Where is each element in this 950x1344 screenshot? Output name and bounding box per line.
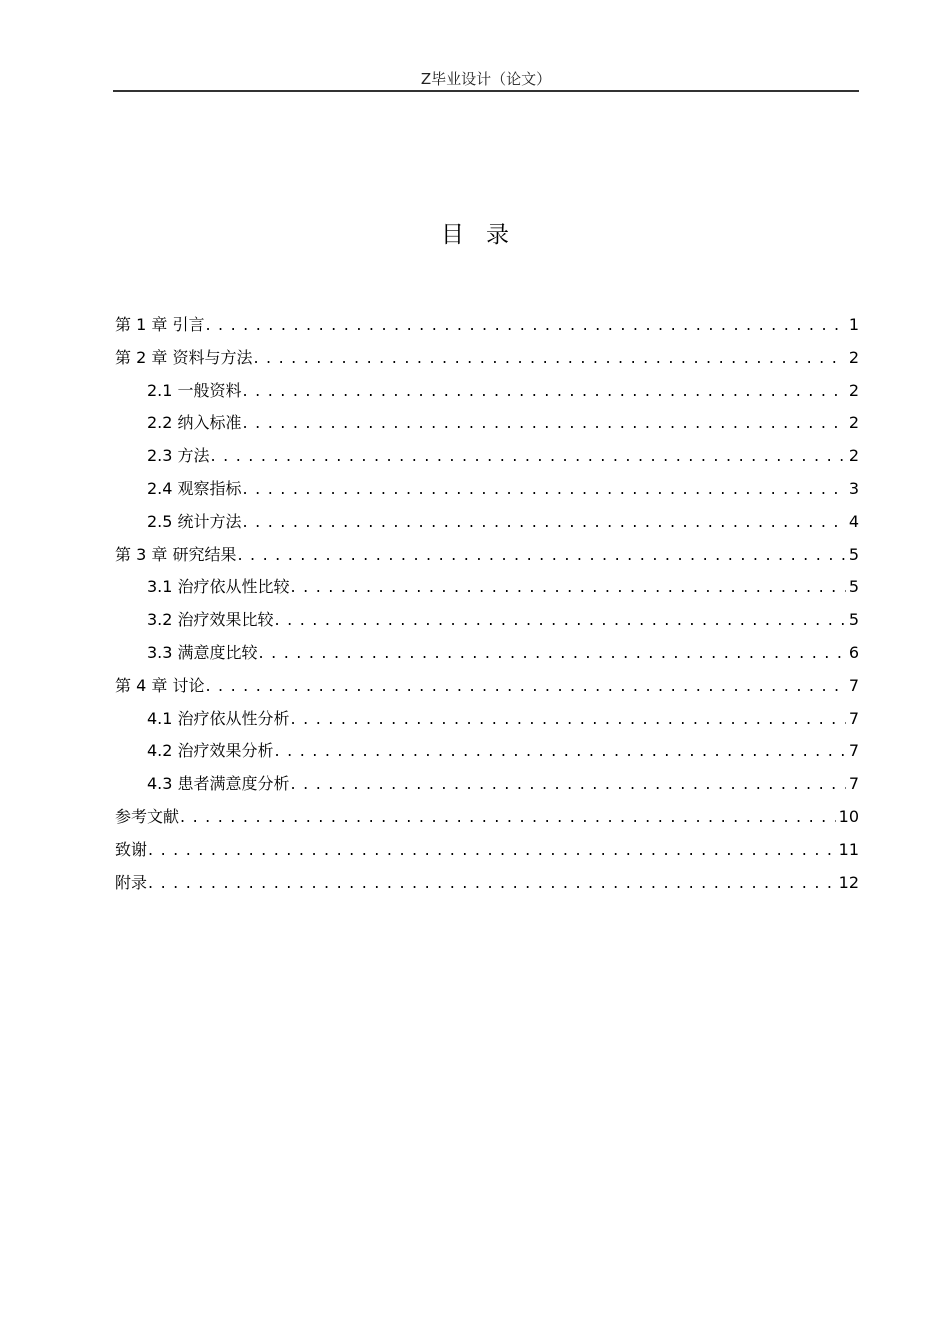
toc-entry-page: 4 (848, 511, 859, 531)
toc-entry[interactable] (115, 378, 859, 411)
toc-entry-page: 1 (848, 315, 859, 334)
toc-entry[interactable] (115, 443, 859, 476)
toc-entry-label: 4.3 患者满意度分析 (147, 774, 290, 794)
toc-entry-label: 第 1 章 引言 (115, 315, 205, 334)
toc-entry-label: 4.1 治疗依从性分析 (147, 708, 290, 728)
toc-entry[interactable] (115, 312, 859, 345)
toc-entry-page: 5 (848, 577, 859, 597)
dot-leader (148, 873, 836, 892)
toc-entry-label: 3.3 满意度比较 (147, 642, 258, 662)
toc-entry[interactable] (115, 771, 859, 804)
toc-entry-label: 2.4 观察指标 (147, 478, 242, 498)
toc-entry[interactable] (115, 738, 859, 771)
toc-entry-page: 2 (848, 446, 859, 466)
toc-entry-page: 11 (838, 839, 859, 859)
toc-entry-page: 7 (848, 774, 859, 794)
dot-leader (205, 676, 845, 695)
toc-entry-page: 10 (838, 806, 859, 826)
toc-entry-label: 参考文献 (115, 806, 180, 826)
dot-leader (253, 348, 845, 367)
toc-entry-label: 第 4 章 讨论 (115, 675, 205, 695)
toc-entry-label: 2.3 方法 (147, 446, 210, 466)
toc-entry-page: 7 (848, 675, 859, 695)
toc-entry-page: 7 (848, 708, 859, 728)
dot-leader (180, 807, 836, 826)
toc-title: 目录 (441, 222, 531, 248)
toc-entry[interactable] (115, 870, 859, 903)
toc-entry-label: 2.1 一般资料 (147, 380, 242, 400)
dot-leader (275, 741, 846, 760)
toc-entry[interactable] (115, 345, 859, 378)
dot-leader (237, 545, 845, 564)
toc-entry-page: 2 (848, 413, 859, 433)
toc-entry-label: 第 2 章 资料与方法 (115, 347, 253, 367)
toc-entry-page: 12 (838, 872, 859, 892)
dot-leader (291, 577, 846, 596)
dot-leader (243, 413, 846, 432)
toc-entry-label: 2.5 统计方法 (147, 511, 242, 531)
toc-entry[interactable] (115, 542, 859, 575)
toc-entry[interactable] (115, 607, 859, 640)
toc-entry-page: 2 (848, 347, 859, 367)
toc-entry[interactable] (115, 706, 859, 739)
toc-entry-page: 2 (848, 380, 859, 400)
toc-entry-page: 7 (848, 741, 859, 761)
dot-leader (259, 643, 846, 662)
toc-entry-label: 第 3 章 研究结果 (115, 544, 237, 564)
toc-entry[interactable] (115, 673, 859, 706)
toc-entry-label: 3.2 治疗效果比较 (147, 610, 274, 630)
toc-entry-page: 5 (848, 544, 859, 564)
toc-entry[interactable] (115, 804, 859, 837)
dot-leader (275, 610, 846, 629)
toc-entry-page: 6 (848, 642, 859, 662)
toc-entry[interactable] (115, 476, 859, 509)
toc-entry-label: 4.2 治疗效果分析 (147, 741, 274, 761)
dot-leader (243, 479, 846, 498)
toc-entry[interactable] (115, 410, 859, 443)
dot-leader (243, 512, 846, 531)
table-of-contents (115, 312, 859, 902)
toc-entry-label: 致谢 (115, 839, 148, 859)
toc-entry-label: 3.1 治疗依从性比较 (147, 577, 290, 597)
toc-entry[interactable] (115, 837, 859, 870)
dot-leader (291, 774, 846, 793)
page-header: Z毕业设计（论文） (420, 70, 552, 88)
toc-entry[interactable] (115, 574, 859, 607)
dot-leader (205, 315, 845, 334)
toc-entry[interactable] (115, 640, 859, 673)
toc-entry-page: 5 (848, 610, 859, 630)
dot-leader (243, 381, 846, 400)
toc-entry-page: 3 (848, 478, 859, 498)
toc-entry-label: 附录 (115, 872, 148, 892)
dot-leader (291, 709, 846, 728)
dot-leader (211, 446, 846, 465)
toc-entry-label: 2.2 纳入标准 (147, 413, 242, 433)
dot-leader (148, 840, 836, 859)
header-rule (113, 90, 859, 92)
toc-entry[interactable] (115, 509, 859, 542)
